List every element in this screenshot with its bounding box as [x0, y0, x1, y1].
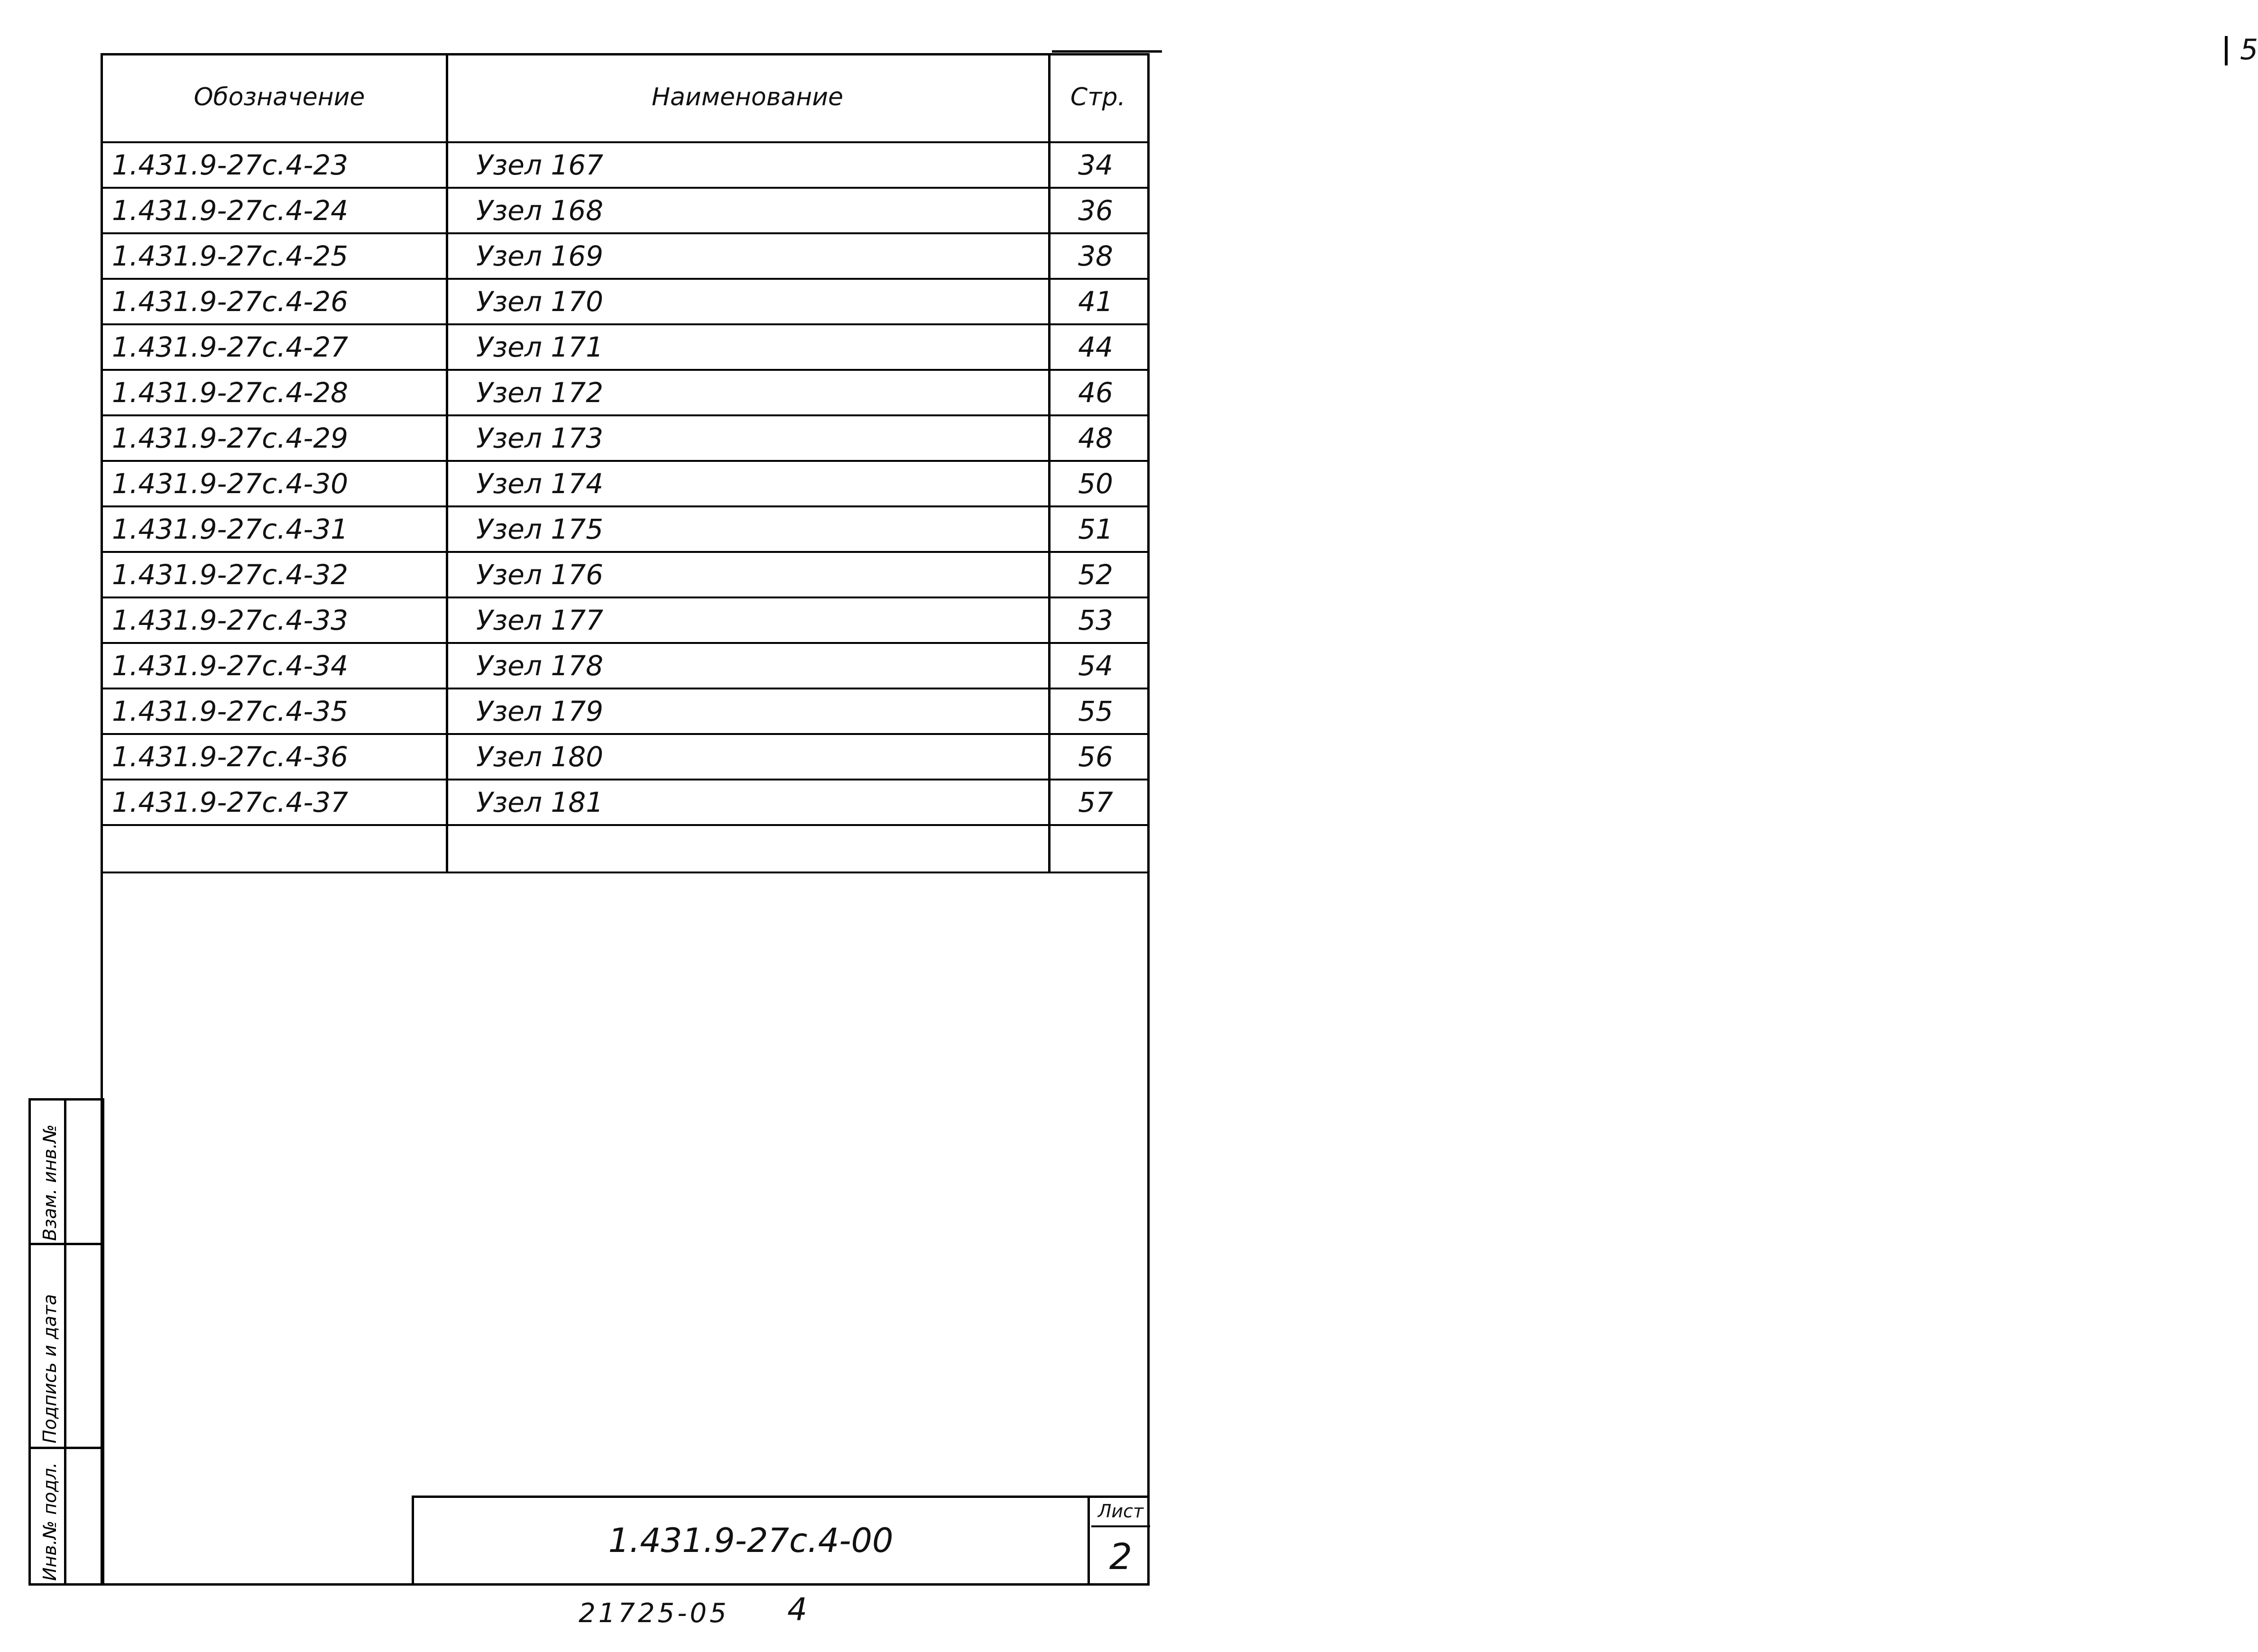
document-code: 1.431.9-27с.4-00: [608, 1521, 894, 1560]
table-row: [101, 143, 1150, 189]
table-row: [101, 553, 1150, 598]
header-name: Наименование: [651, 83, 844, 111]
row-page: 52: [1078, 559, 1113, 591]
row-designation: 1.431.9-27с.4-27: [112, 331, 349, 363]
stamp-signature-date: Подпись и дата: [39, 1294, 60, 1443]
row-designation: 1.431.9-27с.4-30: [112, 468, 349, 500]
margin-stamp: [28, 1098, 104, 1586]
table-row: [101, 689, 1150, 735]
row-designation: 1.431.9-27с.4-25: [112, 240, 349, 272]
row-designation: 1.431.9-27с.4-29: [112, 422, 349, 454]
row-name: Узел 175: [476, 513, 604, 545]
table-row: [101, 598, 1150, 644]
row-page: 41: [1078, 285, 1113, 318]
row-name: Узел 178: [476, 650, 604, 682]
stamp-inv-replace-cell: [28, 1098, 66, 1245]
corner-sheet-mark: [1111, 13, 2258, 66]
row-name: Узел 169: [476, 240, 604, 272]
row-name: Узел 174: [476, 468, 604, 500]
row-name: Узел 168: [476, 194, 604, 227]
row-designation: 1.431.9-27с.4-35: [112, 695, 349, 727]
archive-extra: 4: [787, 1591, 807, 1628]
row-page: 51: [1078, 513, 1113, 545]
row-designation: 1.431.9-27с.4-34: [112, 650, 349, 682]
row-page: 48: [1078, 422, 1113, 454]
empty-row: [101, 826, 1150, 873]
row-page: 56: [1078, 741, 1113, 773]
table-row: [101, 371, 1150, 416]
title-block-divider: [1088, 1498, 1090, 1583]
row-page: 34: [1078, 149, 1113, 181]
row-page: 44: [1078, 331, 1113, 363]
row-name: Узел 173: [476, 422, 604, 454]
column-divider-2: [1048, 53, 1051, 873]
table-row: [101, 780, 1150, 826]
row-page: 55: [1078, 695, 1113, 727]
row-page: 38: [1078, 240, 1113, 272]
row-designation: 1.431.9-27с.4-36: [112, 741, 349, 773]
row-page: 57: [1078, 786, 1113, 818]
stamp-signature-value: [64, 1243, 104, 1449]
stamp-inv-orig-value: [64, 1447, 104, 1586]
row-designation: 1.431.9-27с.4-26: [112, 285, 349, 318]
corner-tick: [2225, 36, 2228, 65]
column-divider-1: [446, 53, 448, 873]
sheet-label: Лист: [1091, 1501, 1150, 1527]
stamp-inv-replace: Взам. инв.№: [39, 1124, 60, 1241]
stamp-signature-cell: [28, 1243, 66, 1449]
row-page: 50: [1078, 468, 1113, 500]
row-name: Узел 177: [476, 604, 604, 636]
row-page: 36: [1078, 194, 1113, 227]
row-name: Узел 170: [476, 285, 604, 318]
row-name: Узел 167: [476, 149, 604, 181]
table-row: [101, 325, 1150, 371]
row-name: Узел 179: [476, 695, 604, 727]
table-row: [101, 280, 1150, 325]
table-row: [101, 189, 1150, 234]
row-name: Узел 180: [476, 741, 604, 773]
row-name: Узел 181: [476, 786, 604, 818]
stamp-inv-orig: Инв.№ подл.: [39, 1462, 60, 1581]
row-name: Узел 176: [476, 559, 604, 591]
row-designation: 1.431.9-27с.4-32: [112, 559, 349, 591]
row-page: 54: [1078, 650, 1113, 682]
stamp-inv-replace-value: [64, 1098, 104, 1245]
table-row: [101, 462, 1150, 507]
row-name: Узел 171: [476, 331, 604, 363]
row-designation: 1.431.9-27с.4-23: [112, 149, 349, 181]
row-page: 46: [1078, 376, 1113, 409]
corner-underline: [1052, 50, 1162, 53]
header-designation: Обозначение: [194, 83, 365, 111]
row-designation: 1.431.9-27с.4-33: [112, 604, 349, 636]
title-block: [412, 1496, 1150, 1586]
corner-mark-text: 5: [2240, 33, 2258, 66]
row-page: 53: [1078, 604, 1113, 636]
row-designation: 1.431.9-27с.4-28: [112, 376, 349, 409]
table-row: [101, 416, 1150, 462]
table-header-row: [101, 53, 1150, 143]
row-designation: 1.431.9-27с.4-37: [112, 786, 349, 818]
table-row: [101, 644, 1150, 689]
row-name: Узел 172: [476, 376, 604, 409]
header-page: Стр.: [1070, 83, 1126, 111]
table-row: [101, 735, 1150, 780]
table-row: [101, 234, 1150, 280]
stamp-inv-orig-cell: [28, 1447, 66, 1586]
row-designation: 1.431.9-27с.4-31: [112, 513, 349, 545]
sheet-number: 2: [1109, 1535, 1133, 1578]
archive-number: 21725-05: [579, 1598, 729, 1629]
row-designation: 1.431.9-27с.4-24: [112, 194, 349, 227]
table-row: [101, 507, 1150, 553]
